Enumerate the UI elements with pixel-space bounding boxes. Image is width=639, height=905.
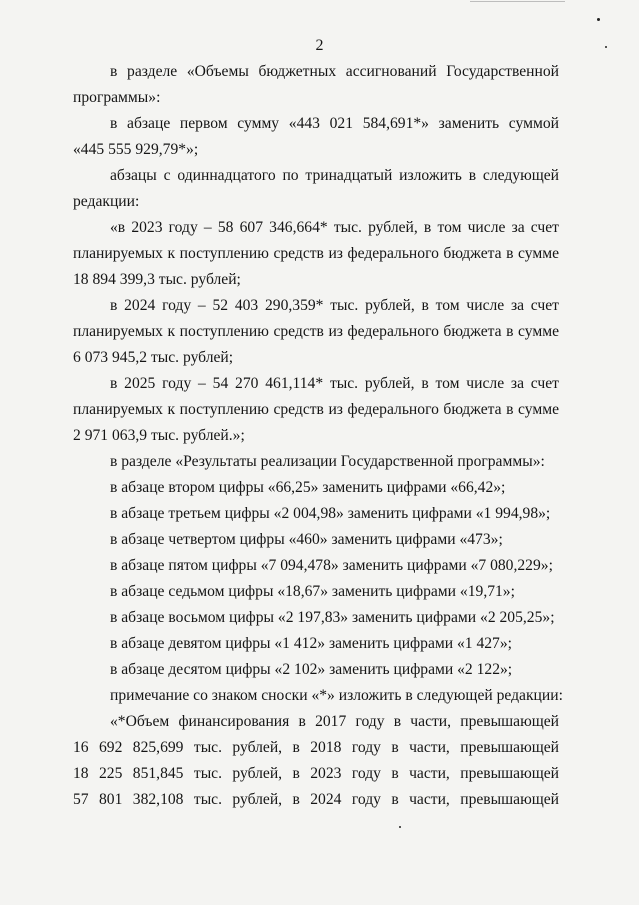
text-line: в разделе «Объемы бюджетных ассигнований Государственной: [110, 63, 559, 80]
text-line: планируемых к поступлению средств из федерального бюджета в сумме: [73, 245, 559, 262]
text-line: 57 801 382,108 тыс. рублей, в 2024 году в части, превышающей: [73, 791, 559, 808]
text-line: 16 692 825,699 тыс. рублей, в 2018 году в части, превышающей: [73, 739, 559, 756]
text-line: редакции:: [73, 193, 140, 210]
text-line: абзацы с одиннадцатого по тринадцатый изложить в следующей: [110, 167, 559, 184]
text-line: планируемых к поступлению средств из федерального бюджета в сумме: [73, 323, 559, 340]
text-line: в 2025 году – 54 270 461,114* тыс. рублей, в том числе за счет: [110, 375, 559, 392]
text-line: в 2024 году – 52 403 290,359* тыс. рублей, в том числе за счет: [110, 297, 559, 314]
text-line: 18 225 851,845 тыс. рублей, в 2023 году в части, превышающей: [73, 765, 559, 782]
text-line: в абзаце седьмом цифры «18,67» заменить цифрами «19,71»;: [110, 583, 515, 600]
scan-speck: [597, 18, 600, 21]
text-line: программы»:: [73, 89, 161, 106]
text-line: в абзаце пятом цифры «7 094,478» заменить цифрами «7 080,229»;: [110, 557, 553, 574]
page-number: 2: [315, 37, 324, 54]
text-line: в разделе «Результаты реализации Государственной программы»:: [110, 453, 545, 470]
text-line: примечание со знаком сноски «*» изложить в следующей редакции:: [110, 687, 563, 704]
text-line: в абзаце десятом цифры «2 102» заменить цифрами «2 122»;: [110, 661, 513, 678]
text-line: в абзаце третьем цифры «2 004,98» заменить цифрами «1 994,98»;: [110, 505, 551, 522]
text-line: в абзаце четвертом цифры «460» заменить цифрами «473»;: [110, 531, 503, 548]
text-line: в абзаце первом сумму «443 021 584,691*» заменить суммой: [110, 115, 559, 132]
scan-speck: [399, 826, 401, 828]
text-line: «445 555 929,79*»;: [73, 141, 199, 158]
text-line: планируемых к поступлению средств из федерального бюджета в сумме: [73, 401, 559, 418]
text-line: 6 073 945,2 тыс. рублей;: [73, 349, 234, 366]
text-line: 18 894 399,3 тыс. рублей;: [73, 271, 241, 288]
text-line: «*Объем финансирования в 2017 году в части, превышающей: [110, 713, 559, 730]
text-line: в абзаце восьмом цифры «2 197,83» заменить цифрами «2 205,25»;: [110, 609, 555, 626]
text-line: «в 2023 году – 58 607 346,664* тыс. рублей, в том числе за счет: [110, 219, 559, 236]
scan-edge-line: [470, 1, 565, 2]
text-line: в абзаце девятом цифры «1 412» заменить цифрами «1 427»;: [110, 635, 512, 652]
text-line: в абзаце втором цифры «66,25» заменить цифрами «66,42»;: [110, 479, 506, 496]
text-line: 2 971 063,9 тыс. рублей.»;: [73, 427, 245, 444]
